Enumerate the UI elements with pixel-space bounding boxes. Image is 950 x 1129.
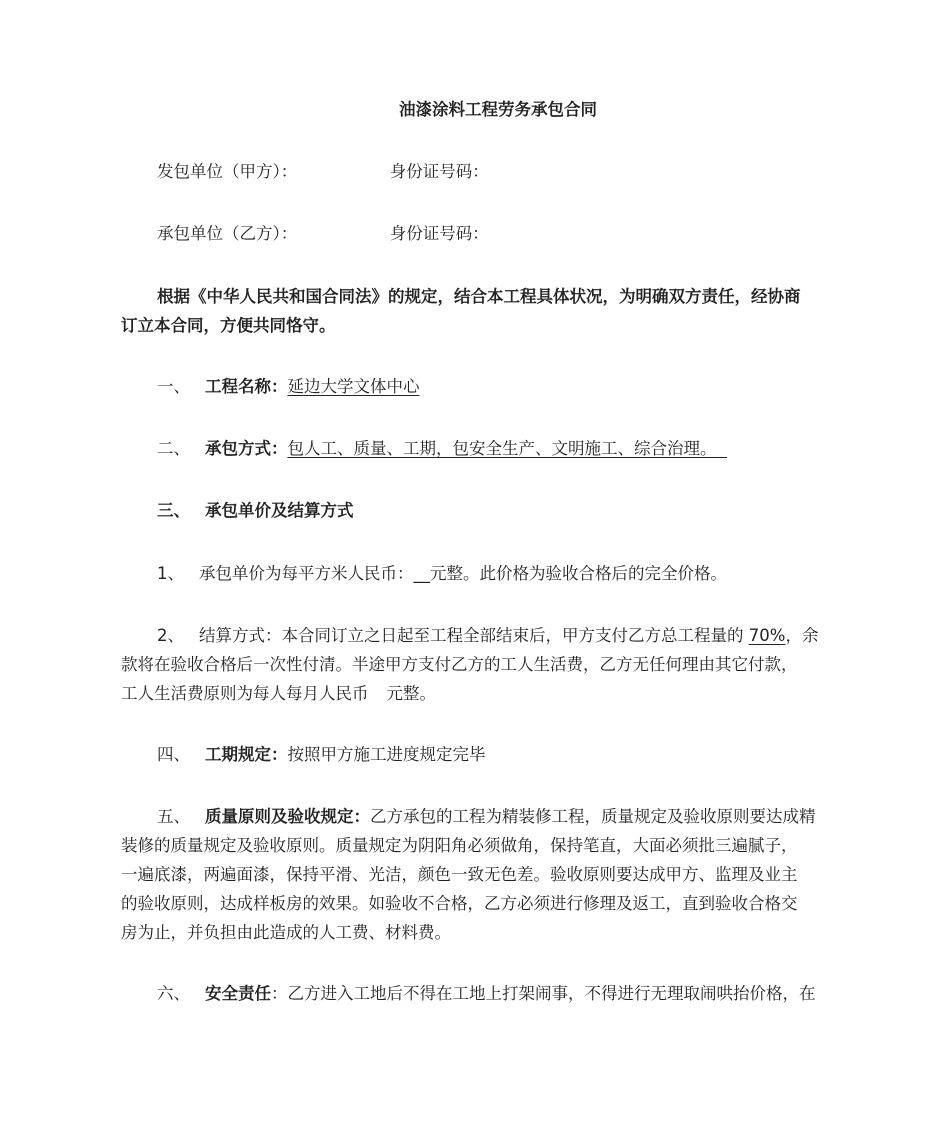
section-2-number: 二、	[157, 439, 190, 458]
section-6-line-1	[157, 984, 816, 1004]
party-b-id-label: 身份证号码：	[389, 224, 489, 243]
section-6-text-1: ：乙方进入工地后不得在工地上打架闹事，不得进行无理取闹哄抬价格，在	[271, 984, 816, 1003]
section-4	[157, 745, 486, 765]
item-1-text-after: 元整。此价格为验收合格后的完全价格。	[430, 564, 727, 583]
section-3-number: 三、	[157, 501, 190, 520]
document-title: 油漆涂料工程劳务承包合同	[399, 100, 597, 119]
section-4-value: 按照甲方施工进度规定完毕	[287, 745, 486, 764]
section-5-number: 五、	[157, 807, 190, 826]
section-1	[157, 377, 420, 397]
item-1-blank: __	[413, 564, 430, 583]
item-2-line-1	[157, 626, 818, 646]
item-2-text-after: ，余	[785, 626, 819, 645]
party-a-id-label: 身份证号码：	[389, 162, 489, 181]
item-2-line-3-before: 工人生活费原则为每人每月人民币	[121, 684, 369, 703]
section-2-value: 包人工、质量、工期，包安全生产、文明施工、综合治理。	[287, 439, 717, 458]
party-b-row	[157, 224, 489, 244]
section-2	[157, 439, 727, 459]
item-2-line-3	[121, 684, 436, 704]
party-b-label: 承包单位（乙方）：	[157, 224, 298, 243]
section-5-line-3: 一遍底漆，两遍面漆，保持平滑、光洁，颜色一致无色差。验收原则要达成甲方、监理及业主	[121, 865, 798, 884]
section-1-value: 延边大学文体中心	[287, 377, 420, 396]
preamble-line-2: 订立本合同，方便共同恪守。	[121, 316, 336, 335]
section-4-number: 四、	[157, 745, 190, 764]
section-5-line-2: 装修的质量规定及验收原则。质量规定为阴阳角必须做角，保持笔直，大面必须批三遍腻子，	[121, 836, 798, 855]
item-2-line-2: 款将在验收合格后一次性付清。半途甲方支付乙方的工人生活费，乙方无任何理由其它付款，	[121, 655, 798, 674]
item-2-text-before: 结算方式：本合同订立之日起至工程全部结束后，甲方支付乙方总工程量的	[199, 626, 749, 645]
section-4-heading: 工期规定：	[205, 745, 288, 764]
section-6-heading: 安全责任	[205, 984, 271, 1003]
party-a-row	[157, 162, 489, 182]
section-3-heading: 承包单价及结算方式	[205, 501, 354, 520]
party-a-label: 发包单位（甲方）：	[157, 162, 298, 181]
item-1-number: 1、	[157, 564, 184, 583]
section-5-text-1: 乙方承包的工程为精装修工程，质量规定及验收原则要达成精	[370, 807, 816, 826]
preamble-line-1: 根据《中华人民共和国合同法》的规定，结合本工程具体状况，为明确双方责任，经协商	[157, 287, 801, 306]
item-1-text-before: 承包单价为每平方米人民币：	[199, 564, 414, 583]
item-2-line-3-after: 元整。	[386, 684, 436, 703]
section-1-heading: 工程名称：	[205, 377, 288, 396]
section-6-number: 六、	[157, 984, 190, 1003]
section-2-heading: 承包方式：	[205, 439, 288, 458]
section-5-heading: 质量原则及验收规定：	[205, 807, 370, 826]
section-5-line-5: 房为止，并负担由此造成的人工费、材料费。	[121, 923, 451, 942]
section-5-line-4: 的验收原则，达成样板房的效果。如验收不合格，乙方必须进行修理及返工，直到验收合格交	[121, 894, 798, 913]
item-1	[157, 564, 727, 584]
section-3	[157, 501, 354, 521]
section-5-line-1	[157, 807, 816, 827]
item-2-percent: 70%	[748, 626, 786, 645]
section-1-number: 一、	[157, 377, 190, 396]
item-2-number: 2、	[157, 626, 184, 645]
